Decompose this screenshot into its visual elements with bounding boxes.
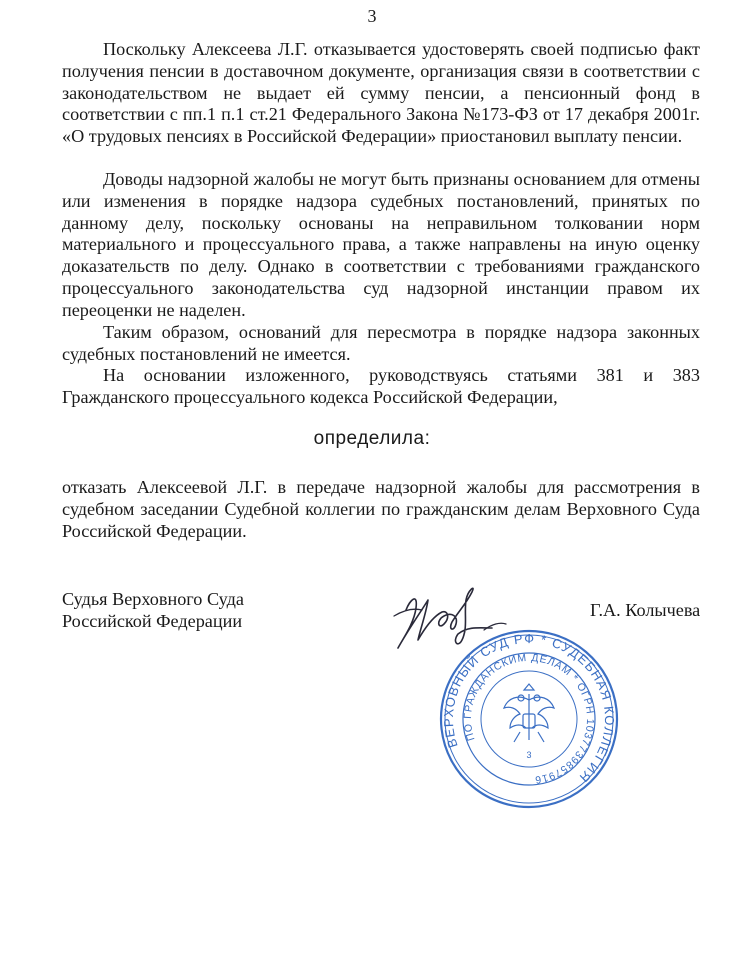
paragraph-3 (62, 322, 700, 366)
paragraph-2-text: Доводы надзорной жалобы не могут быть признаны основанием для отмены или изменения в порядке надзора судебных постановлений, принятых по данному делу, поскольку основаны на неправильном толковании норм материального и процессуального права, а также направлены на иную оценку доказательств по делу. Однако в соответствии с требованиями гражданского процессуального законодательства суд надзорной инстанции правом их переоценки не наделен. (62, 169, 700, 320)
decision-heading: определила: (313, 428, 431, 449)
paragraph-3-text: Таким образом, оснований для пересмотра в порядке надзора законных судебных постановлений не имеется. (62, 322, 700, 364)
court-seal (438, 628, 620, 810)
paragraph-4-text: На основании изложенного, руководствуясь статьями 381 и 383 Гражданского процессуального кодекса Российской Федерации, (62, 365, 700, 407)
judge-name: Г.А. Колычева (590, 600, 701, 620)
paragraph-4 (62, 365, 700, 409)
seal-outer-text-path: ВЕРХОВНЫЙ СУД РФ * СУДЕБНАЯ КОЛЛЕГИЯ (440, 630, 618, 786)
seal-center-number: 3 (526, 750, 532, 760)
decision-paragraph-text: отказать Алексеевой Л.Г. в передаче надзорной жалобы для рассмотрения в судебном заседании Судебной коллегии по гражданским делам Верховного Суда Российской Федерации. (62, 477, 700, 541)
paragraph-1-text: Поскольку Алексеева Л.Г. отказывается удостоверять своей подписью факт получения пенсии в доставочном документе, организация связи в соответствии с законодательством не выдает ей сумму пенсии, а пенсионный фонд в соответствии с пп.1 п.1 ст.21 Федерального Закона №173-ФЗ от 17 декабря 2001г. «О трудовых пенсиях в Российской Федерации» приостановил выплату пенсии. (62, 39, 700, 147)
double-headed-eagle-icon (504, 684, 554, 742)
paragraph-1 (62, 39, 700, 148)
seal-inner-text-path: ПО ГРАЖДАНСКИМ ДЕЛАМ * ОГРН 1037739857916 (461, 651, 597, 786)
paragraph-2 (62, 169, 700, 322)
judge-title (62, 588, 244, 632)
page-number: 3 (367, 6, 377, 26)
decision-paragraph (62, 477, 700, 542)
judge-title-line-2: Российской Федерации (62, 611, 243, 631)
judge-title-line-1: Судья Верховного Суда (62, 589, 244, 609)
